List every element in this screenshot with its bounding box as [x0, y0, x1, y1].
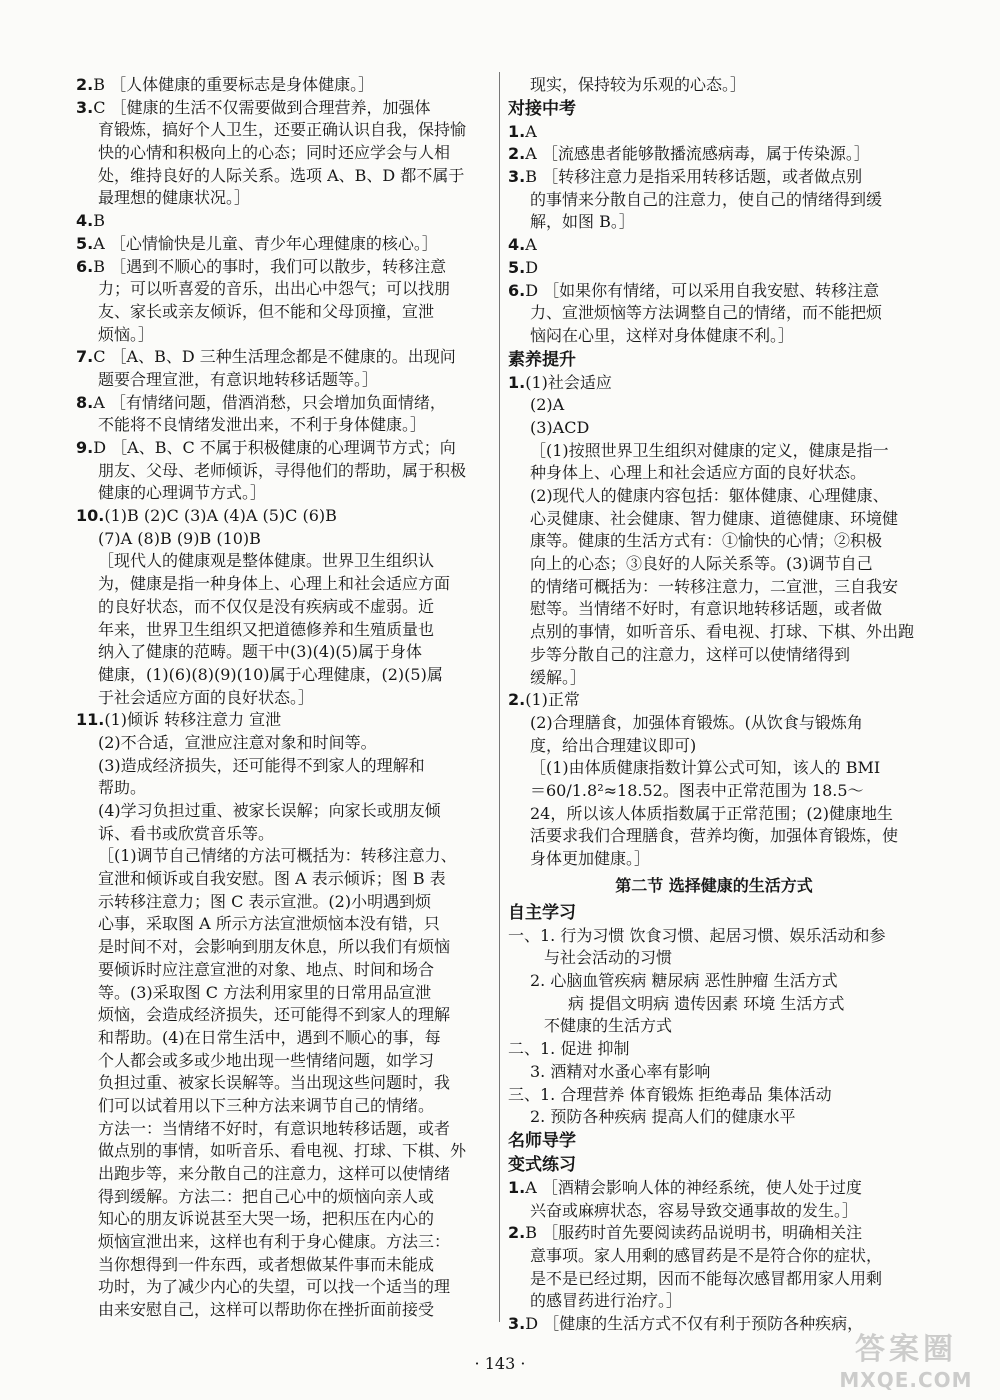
- answer-item: [76, 97, 492, 120]
- text-line: [508, 485, 920, 508]
- question-number: 3.: [76, 97, 94, 117]
- text-line: [76, 1095, 492, 1118]
- line-text: ［现代人的健康观是整体健康。世界卫生组织认: [98, 551, 435, 571]
- line-text: 的情绪可概括为：一转移注意力，二宣泄，三自我安: [530, 576, 899, 596]
- text-line: [508, 1084, 920, 1107]
- line-text: 帮助。: [98, 778, 147, 798]
- line-text: 恼闷在心里，这样对身体健康不利。］: [530, 325, 795, 345]
- line-text: A ［酒精会影响人体的神经系统，使人处于过度: [525, 1177, 862, 1197]
- text-line: [76, 1140, 492, 1163]
- text-line: [76, 845, 492, 868]
- line-text: 示转移注意力；图 C 表示宣泄。(2)小明遇到烦: [98, 891, 432, 911]
- answer-item: [508, 280, 920, 303]
- text-line: [508, 644, 920, 667]
- line-text: 一、1. 行为习惯 饮食习惯、起居习惯、娱乐活动和参: [508, 925, 886, 945]
- text-line: [76, 1050, 492, 1073]
- text-line: [76, 278, 492, 301]
- line-text: 出跑步等，来分散自己的注意力，这样可以使情绪: [98, 1164, 451, 1183]
- line-text: 兴奋或麻痹状态，容易导致交通事故的发生。］: [530, 1200, 859, 1220]
- answer-item: [76, 437, 492, 460]
- line-text: 健康的心理调节方式。］: [98, 483, 267, 503]
- text-line: [76, 1163, 492, 1186]
- line-text: 年来，世界卫生组织又把道德修养和生殖质量也: [98, 619, 435, 639]
- text-line: [508, 803, 920, 826]
- question-number: 5.: [508, 257, 526, 277]
- line-text: 等。(3)采取图 C 方法利用家里的日常用品宣泄: [98, 982, 432, 1002]
- answer-item: [508, 1222, 920, 1245]
- text-line: [76, 913, 492, 936]
- line-text: 当你想得到一件东西，或者想做某件事而未能成: [98, 1254, 435, 1274]
- line-text: 为，健康是指一种身体上、心理上和社会适应方面: [98, 574, 451, 594]
- line-text: 育锻炼，搞好个人卫生，还要正确认识自我，保持愉: [98, 120, 467, 140]
- text-line: [76, 1186, 492, 1209]
- text-line: [508, 508, 920, 531]
- line-text: (7)A (8)B (9)B (10)B: [98, 528, 261, 548]
- answer-item: [76, 505, 492, 528]
- text-line: [76, 369, 492, 392]
- text-line: [508, 848, 920, 871]
- line-text: B ［转移注意力是指采用转移话题，或者做点别: [525, 167, 863, 187]
- line-text: (3)造成经济损失，还可能得不到家人的理解和: [98, 755, 425, 775]
- question-number: 11.: [76, 710, 105, 730]
- line-text: (1)倾诉 转移注意力 宣泄: [104, 710, 282, 730]
- line-text: 诉、看书或欣赏音乐等。: [98, 823, 275, 843]
- text-line: [76, 165, 492, 188]
- line-text: 宣泄和倾诉或自我安慰。图 A 表示倾诉；图 B 表: [98, 869, 446, 889]
- line-text: 负担过重、被家长误解等。当出现这些问题时，我: [98, 1073, 451, 1093]
- text-line: [508, 757, 920, 780]
- text-line: [508, 825, 920, 848]
- watermark-main: 答案圈: [855, 1332, 957, 1367]
- text-line: [508, 1015, 920, 1038]
- question-number: 10.: [76, 506, 105, 526]
- question-number: 3.: [508, 167, 526, 187]
- line-text: 处，维持良好的人际关系。选项 A、B、D 都不属于: [98, 165, 465, 185]
- line-text: 知心的朋友诉说甚至大哭一场，把积压在内心的: [98, 1209, 435, 1229]
- right-column: [508, 74, 920, 1336]
- line-text: 烦恼，会造成经济损失，还可能得不到家人的理解: [98, 1005, 451, 1025]
- line-text: 二、1. 促进 抑制: [508, 1039, 630, 1059]
- text-line: [76, 1231, 492, 1254]
- line-text: 2. 预防各种疾病 提高人们的健康水平: [530, 1107, 796, 1127]
- line-text: 步等分散自己的注意力，这样可以使情绪得到: [530, 644, 851, 664]
- section-heading: 变式练习: [508, 1154, 576, 1175]
- line-text: 点别的事情，如听音乐、看电视、打球、下棋、外出跑: [530, 622, 915, 642]
- answer-item: [76, 709, 492, 732]
- line-text: ［(1)按照世界卫生组织对健康的定义，健康是指一: [530, 440, 889, 460]
- line-text: 由来安慰自己，这样可以帮助你在挫折面前接受: [98, 1300, 435, 1320]
- line-text: A ［有情绪问题，借酒消愁，只会增加负面情绪，: [93, 392, 446, 412]
- watermark-logo: [826, 1332, 986, 1396]
- answer-item: [76, 256, 492, 279]
- text-line: [508, 1268, 920, 1291]
- question-number: 2.: [508, 1223, 526, 1243]
- line-text: (3)ACD: [530, 417, 590, 437]
- question-number: 2.: [76, 75, 94, 94]
- text-line: [508, 211, 920, 234]
- text-line: [76, 1004, 492, 1027]
- line-text: 心事，采取图 A 所示方法宣泄烦恼本没有错，只: [98, 914, 440, 934]
- text-line: [508, 735, 920, 758]
- line-text: 三、1. 合理营养 体育锻炼 拒绝毒品 集体活动: [508, 1084, 832, 1104]
- text-line: [508, 598, 920, 621]
- section-heading: 自主学习: [508, 902, 576, 923]
- line-text: 快的心情和积极向上的心态；同时还应学会与人相: [98, 143, 451, 163]
- line-text: A: [525, 235, 537, 255]
- line-text: 慰等。当情绪不好时，有意识地转移话题，或者做: [530, 599, 883, 619]
- line-text: C ［健康的生活不仅需要做到合理营养，加强体: [93, 97, 431, 117]
- column-divider: [499, 72, 500, 1322]
- text-line: [508, 621, 920, 644]
- line-text: 要倾诉时应注意宣泄的对象、地点、时间和场合: [98, 959, 435, 979]
- line-text: 现实，保持较为乐观的心态。］: [530, 75, 747, 94]
- answer-item: [76, 392, 492, 415]
- text-line: [508, 970, 920, 993]
- question-number: 4.: [76, 211, 94, 231]
- line-text: (4)学习负担过重、被家长误解；向家长或朋友倾: [98, 801, 441, 820]
- answer-item: [76, 233, 492, 256]
- text-line: [76, 573, 492, 596]
- text-line: [508, 712, 920, 735]
- text-line: [508, 1200, 920, 1223]
- line-text: 功时，为了减少内心的失望，可以找一个适当的理: [98, 1277, 451, 1297]
- line-text: 做点别的事情，如听音乐、看电视、打球、下棋、外: [98, 1141, 467, 1161]
- text-line: [76, 777, 492, 800]
- question-number: 2.: [508, 690, 526, 710]
- text-line: [508, 780, 920, 803]
- line-text: D ［健康的生活方式不仅有利于预防各种疾病，: [525, 1314, 864, 1333]
- line-text: 病 提倡文明病 遗传因素 环境 生活方式: [568, 993, 845, 1013]
- text-line: [508, 325, 920, 348]
- line-text: 烦恼宣泄出来，这样也有利于身心健康。方法三：: [98, 1232, 451, 1252]
- line-text: 不能将不良情绪发泄出来，不利于身体健康。］: [98, 415, 427, 435]
- line-text: 力；可以听喜爱的音乐，出出心中怨气；可以找朋: [98, 279, 451, 299]
- answer-item: [508, 372, 920, 395]
- text-line: [508, 417, 920, 440]
- line-text: 的事情来分散自己的注意力，使自己的情绪得到缓: [530, 189, 883, 209]
- text-line: [508, 1061, 920, 1084]
- answer-item: [508, 257, 920, 280]
- question-number: 1.: [508, 372, 526, 392]
- text-line: [76, 324, 492, 347]
- text-line: [76, 982, 492, 1005]
- text-line: [508, 667, 920, 690]
- line-text: 3. 酒精对水蚤心率有影响: [530, 1061, 711, 1081]
- answer-item: [76, 210, 492, 233]
- line-text: 24，所以该人体质指数属于正常范围；(2)健康地生: [530, 803, 894, 823]
- text-line: [508, 947, 920, 970]
- text-line: [76, 301, 492, 324]
- text-line: [76, 119, 492, 142]
- line-text: 题要合理宣泄，有意识地转移话题等。］: [98, 369, 379, 389]
- line-text: 向上的心态；③良好的人际关系等。(3)调节自己: [530, 554, 873, 574]
- answer-item: [508, 1177, 920, 1200]
- page-number: · 143 ·: [474, 1354, 526, 1373]
- line-text: (1)正常: [525, 690, 580, 710]
- line-text: A ［心情愉快是儿童、青少年心理健康的核心。］: [93, 233, 438, 253]
- line-text: 种身体上、心理上和社会适应方面的良好状态。: [530, 463, 867, 483]
- line-text: 不健康的生活方式: [544, 1016, 673, 1036]
- left-column: [76, 74, 492, 1322]
- answer-item: [508, 689, 920, 712]
- line-text: 度，给出合理建议即可): [530, 735, 697, 755]
- text-line: [76, 936, 492, 959]
- line-text: D: [525, 257, 539, 277]
- line-text: A: [525, 121, 537, 141]
- line-text: ［(1)由体质健康指数计算公式可知，该人的 BMI: [530, 758, 881, 778]
- section-heading: 对接中考: [508, 98, 576, 119]
- text-line: [76, 1118, 492, 1141]
- line-text: 与社会活动的习惯: [544, 948, 673, 968]
- section-heading: 名师导学: [508, 1130, 576, 1151]
- line-text: 活要求我们合理膳食，营养均衡，加强体育锻炼，使: [530, 826, 899, 846]
- text-line: [508, 189, 920, 212]
- line-text: D ［A、B、C 不属于积极健康的心理调节方式；向: [93, 438, 456, 457]
- line-text: 友、家长或亲友倾诉，但不能和父母顶撞，宣泄: [98, 301, 435, 321]
- text-line: [508, 576, 920, 599]
- line-text: 的良好状态，而不仅仅是没有疾病或不虚弱。近: [98, 596, 435, 616]
- text-line: [76, 823, 492, 846]
- question-number: 4.: [508, 235, 526, 255]
- line-text: 最理想的健康状况。］: [98, 188, 251, 208]
- text-line: [76, 1027, 492, 1050]
- line-text: 身体更加健康。］: [530, 849, 651, 868]
- question-number: 7.: [76, 347, 94, 367]
- line-text: B ［服药时首先要阅读药品说明书，明确相关注: [525, 1223, 863, 1243]
- line-text: B ［人体健康的重要标志是身体健康。］: [93, 75, 375, 94]
- question-number: 6.: [508, 280, 526, 300]
- line-text: B: [93, 211, 105, 231]
- text-line: [76, 664, 492, 687]
- line-text: 个人都会或多或少地出现一些情绪问题，如学习: [98, 1050, 435, 1070]
- question-number: 1.: [508, 121, 526, 141]
- answer-item: [508, 121, 920, 144]
- text-line: [508, 1106, 920, 1129]
- line-text: 缓解。］: [530, 667, 587, 687]
- question-number: 6.: [76, 256, 94, 276]
- text-line: [76, 187, 492, 210]
- line-text: 心灵健康、社会健康、智力健康、道德健康、环境健: [530, 508, 899, 528]
- text-line: [76, 528, 492, 551]
- line-text: 是时间不对，会影响到朋友休息，所以我们有烦恼: [98, 937, 451, 957]
- text-line: [76, 755, 492, 778]
- line-text: 的感冒药进行治疗。］: [530, 1291, 683, 1311]
- line-text: (2)现代人的健康内容包括：躯体健康、心理健康、: [530, 486, 889, 505]
- line-text: 烦恼。］: [98, 324, 155, 344]
- line-text: ＝60/1.8²≈18.52。图表中正常范围为 18.5～: [530, 780, 864, 800]
- line-text: ［(1)调节自己情绪的方法可概括为：转移注意力、: [98, 846, 457, 866]
- text-line: [76, 732, 492, 755]
- line-text: 于社会适应方面的良好状态。］: [98, 687, 315, 707]
- line-text: 力、宣泄烦恼等方法调整自己的情绪，而不能把烦: [530, 303, 883, 323]
- line-text: D ［如果你有情绪，可以采用自我安慰、转移注意: [525, 280, 880, 300]
- section-title: 第二节 选择健康的生活方式: [615, 875, 813, 895]
- line-text: A ［流感患者能够散播流感病毒，属于传染源。］: [525, 144, 870, 164]
- text-line: [508, 530, 920, 553]
- line-text: 方法一：当情绪不好时，有意识地转移话题，或者: [98, 1118, 451, 1138]
- text-line: [508, 1038, 920, 1061]
- question-number: 8.: [76, 392, 94, 412]
- text-line: [76, 641, 492, 664]
- line-text: 得到缓解。方法二：把自己心中的烦恼向亲人或: [98, 1186, 435, 1206]
- line-text: 康等。健康的生活方式有：①愉快的心情；②积极: [530, 531, 883, 551]
- line-text: 朋友、父母、老师倾诉，寻得他们的帮助，属于积极: [98, 460, 467, 480]
- text-line: [508, 993, 920, 1016]
- watermark-sub: MXQE.COM: [839, 1368, 973, 1392]
- text-line: [76, 142, 492, 165]
- line-text: 解，如图 B。］: [530, 212, 635, 232]
- text-line: [76, 1299, 492, 1322]
- line-text: (2)A: [530, 395, 565, 415]
- answer-item: [76, 74, 492, 97]
- text-line: [76, 891, 492, 914]
- text-line: [508, 302, 920, 325]
- text-line: [76, 619, 492, 642]
- text-line: [508, 553, 920, 576]
- line-text: C ［A、B、D 三种生活理念都是不健康的。出现问: [93, 347, 456, 367]
- line-text: 2. 心脑血管疾病 糖尿病 恶性肿瘤 生活方式: [530, 971, 838, 991]
- text-line: [76, 1208, 492, 1231]
- text-line: [508, 1290, 920, 1313]
- answer-item: [76, 346, 492, 369]
- text-line: [76, 1276, 492, 1299]
- question-number: 2.: [508, 144, 526, 164]
- answer-item: [508, 143, 920, 166]
- text-line: [508, 440, 920, 463]
- line-text: 意事项。家人用剩的感冒药是不是符合你的症状，: [530, 1245, 883, 1265]
- text-line: [76, 800, 492, 823]
- answer-item: [508, 166, 920, 189]
- line-text: 是不是已经过期，因而不能每次感冒都用家人用剩: [530, 1268, 883, 1288]
- line-text: (1)社会适应: [525, 372, 612, 392]
- question-number: 1.: [508, 1177, 526, 1197]
- text-line: [76, 596, 492, 619]
- text-line: [76, 868, 492, 891]
- text-line: [508, 394, 920, 417]
- text-line: [76, 460, 492, 483]
- question-number: 9.: [76, 438, 94, 457]
- line-text: 健康，(1)(6)(8)(9)(10)属于心理健康，(2)(5)属: [98, 664, 443, 684]
- text-line: [508, 925, 920, 948]
- question-number: 3.: [508, 1314, 526, 1333]
- line-text: (2)不合适，宣泄应注意对象和时间等。: [98, 732, 377, 752]
- line-text: 和帮助。(4)在日常生活中，遇到不顺心的事，每: [98, 1027, 441, 1047]
- text-line: [508, 1245, 920, 1268]
- text-line: [508, 74, 920, 97]
- section-heading: 素养提升: [508, 349, 576, 370]
- text-line: [76, 414, 492, 437]
- line-text: (2)合理膳食，加强体育锻炼。(从饮食与锻炼角: [530, 712, 863, 732]
- text-line: [76, 1072, 492, 1095]
- text-line: [76, 482, 492, 505]
- line-text: B ［遇到不顺心的事时，我们可以散步，转移注意: [93, 256, 447, 276]
- text-line: [76, 687, 492, 710]
- line-text: (1)B (2)C (3)A (4)A (5)C (6)B: [104, 506, 337, 526]
- text-line: [76, 550, 492, 573]
- text-line: [76, 959, 492, 982]
- line-text: 们可以试着用以下三种方法来调节自己的情绪。: [98, 1095, 435, 1115]
- line-text: 纳入了健康的范畴。题干中(3)(4)(5)属于身体: [98, 642, 422, 662]
- answer-item: [508, 234, 920, 257]
- text-line: [76, 1254, 492, 1277]
- question-number: 5.: [76, 233, 94, 253]
- text-line: [508, 462, 920, 485]
